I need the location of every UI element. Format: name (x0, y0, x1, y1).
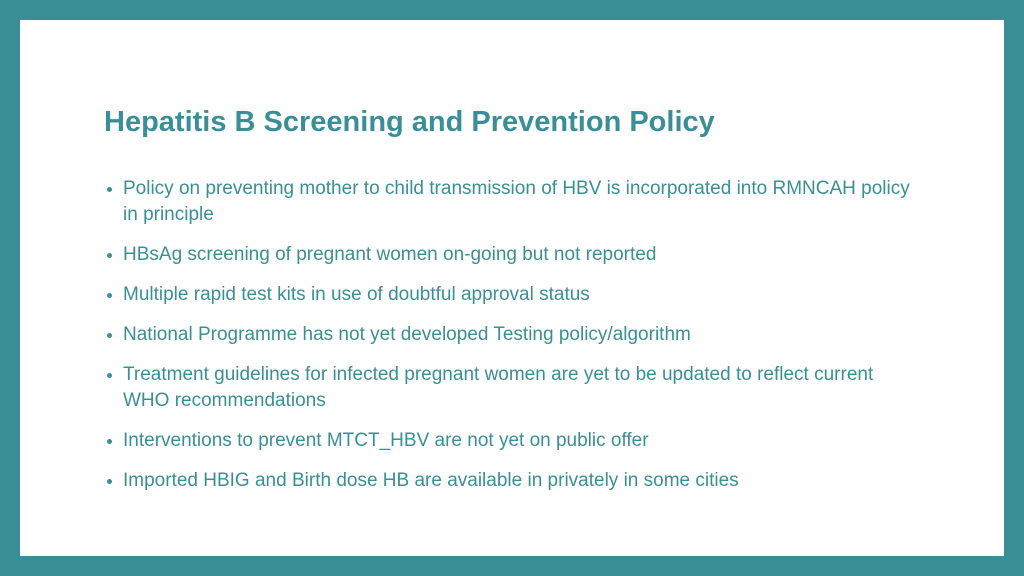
bullet-item (104, 362, 924, 414)
bullet-marker-icon (107, 293, 112, 298)
bullet-marker-icon (107, 373, 112, 378)
bullet-marker-icon (107, 187, 112, 192)
bullet-text: Interventions to prevent MTCT_HBV are not yet on public offer (123, 430, 649, 451)
bullet-item (104, 282, 924, 308)
bullet-text: HBsAg screening of pregnant women on-going but not reported (123, 244, 657, 265)
bullet-item (104, 176, 924, 228)
bullet-text: Multiple rapid test kits in use of doubtful approval status (123, 284, 590, 305)
bullet-text: Policy on preventing mother to child transmission of HBV is incorporated into RMNCAH policy in principle (123, 178, 910, 225)
bullet-text: Imported HBIG and Birth dose HB are available in privately in some cities (123, 470, 739, 491)
bullet-item (104, 242, 924, 268)
slide-title: Hepatitis B Screening and Prevention Policy (104, 106, 715, 138)
bullet-marker-icon (107, 479, 112, 484)
bullet-list (104, 176, 924, 508)
slide-canvas (20, 20, 1004, 556)
bullet-item (104, 468, 924, 494)
bullet-text: National Programme has not yet developed Testing policy/algorithm (123, 324, 691, 345)
bullet-text: Treatment guidelines for infected pregnant women are yet to be updated to reflect current WHO recommendations (123, 364, 874, 411)
bullet-marker-icon (107, 253, 112, 258)
bullet-marker-icon (107, 439, 112, 444)
bullet-item (104, 322, 924, 348)
bullet-item (104, 428, 924, 454)
bullet-marker-icon (107, 333, 112, 338)
